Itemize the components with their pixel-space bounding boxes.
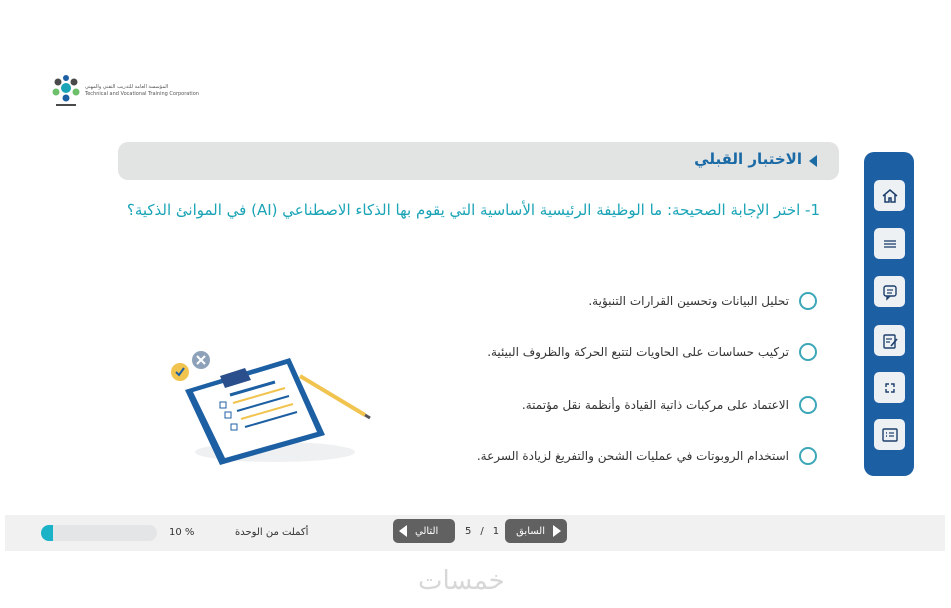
progress-label: أكملت من الوحدة [235,527,309,538]
home-button[interactable] [874,180,905,211]
total-pages: 5 [465,526,472,537]
page-indicator [465,526,499,537]
progress-percent: 10 % [169,527,195,538]
answer-option-1[interactable] [588,289,817,313]
answer-option-label: استخدام الروبوتات في عمليات الشحن والتفريغ لزيادة السرعة. [476,449,789,463]
previous-button-label: السابق [516,525,545,537]
edit-notes-icon [881,332,899,350]
footer-bar [5,515,945,551]
watermark: خمسات [418,566,505,596]
tvtc-logo [50,74,200,114]
arrow-right-icon [553,525,561,537]
answer-option-3[interactable] [522,393,817,417]
radio-circle-icon[interactable] [799,396,817,414]
arrow-left-icon [399,525,407,537]
unit-progress-fill [41,525,53,541]
next-button[interactable] [393,519,455,543]
unit-progress-bar [41,525,157,541]
logo-arabic-name: المؤسسة العامة للتدريب التقني والمهني [85,84,169,90]
glossary-icon [881,426,899,444]
answer-option-4[interactable] [477,444,817,468]
logo-english-name: Technical and Vocational Training Corporation [85,91,199,97]
radio-circle-icon[interactable] [799,447,817,465]
home-icon [881,187,899,205]
fullscreen-icon [881,379,899,397]
clipboard-illustration [165,340,375,470]
page-title: الاختبار القبلي [694,150,802,168]
question-text: 1- اختر الإجابة الصحيحة: ما الوظيفة الرئيسية الأساسية التي يقوم بها الذكاء الاصطناعي (AI) في الموانئ الذكية؟ [126,201,820,219]
page-separator: / [480,526,484,537]
answer-option-label: تحليل البيانات وتحسين القرارات التنبؤية. [588,294,789,308]
chat-icon [881,283,899,301]
answer-option-2[interactable] [487,340,817,364]
chat-button[interactable] [874,276,905,307]
radio-circle-icon[interactable] [799,292,817,310]
glossary-button[interactable] [874,419,905,450]
close-badge-icon [192,351,210,369]
current-page: 1 [492,526,500,537]
fullscreen-button[interactable] [874,372,905,403]
menu-list-icon [881,235,899,253]
next-button-label: التالي [415,525,439,537]
logo-text [85,84,199,98]
logo-emblem-icon [50,74,82,110]
answer-option-label: الاعتماد على مركبات ذاتية القيادة وأنظمة نقل مؤتمتة. [521,398,789,412]
check-badge-icon [171,363,189,381]
radio-circle-icon[interactable] [799,343,817,361]
notes-button[interactable] [874,325,905,356]
side-nav [864,152,914,476]
menu-button[interactable] [874,228,905,259]
previous-button[interactable] [505,519,567,543]
title-arrow-icon [809,155,817,167]
answer-option-label: تركيب حساسات على الحاويات لتتبع الحركة والظروف البيئية. [487,345,789,359]
section-title-bar [118,142,839,180]
